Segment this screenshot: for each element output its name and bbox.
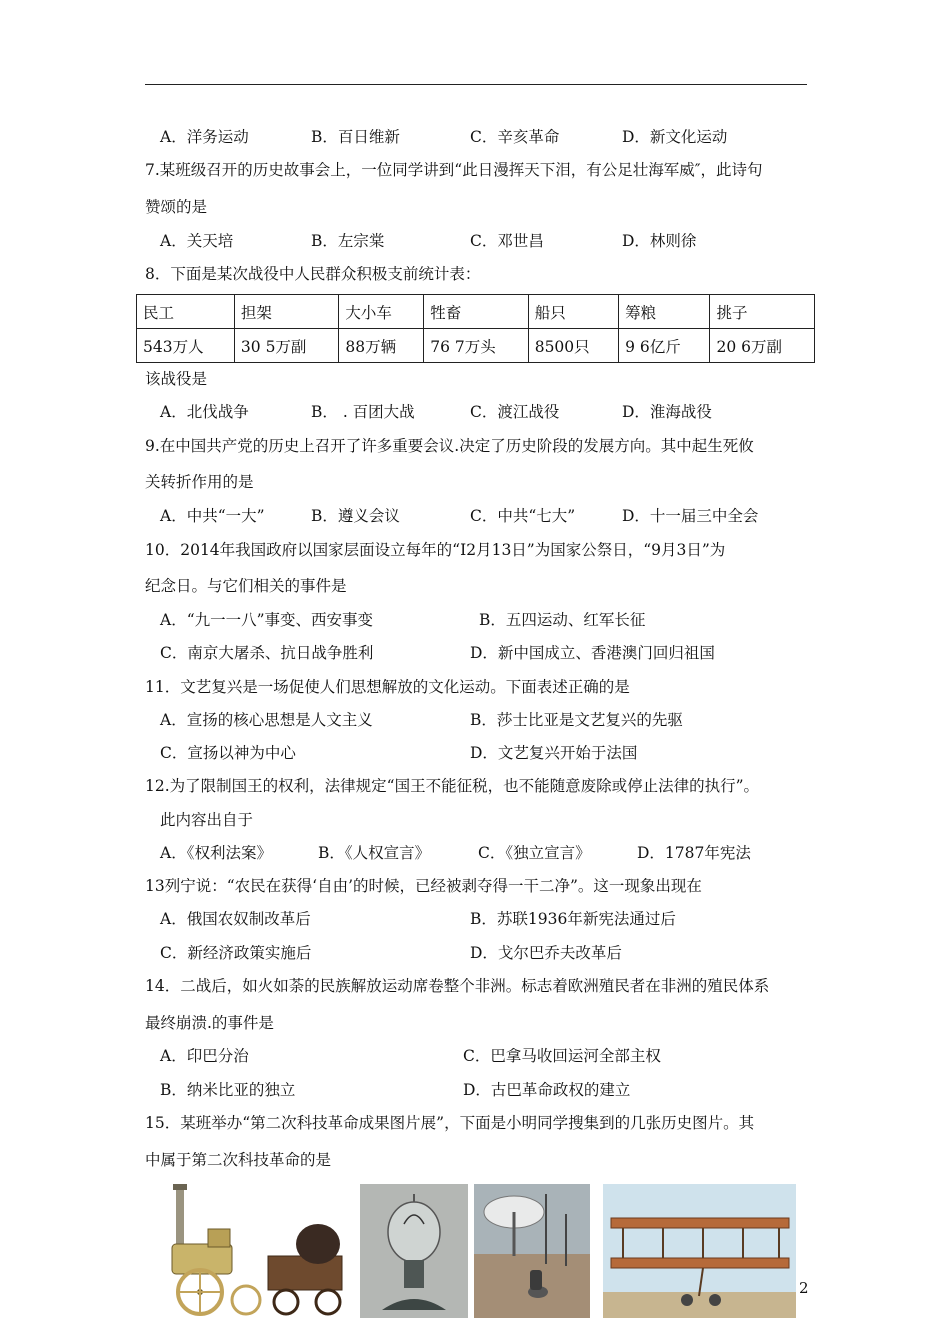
q8-stem-line1: 8．下面是某次战役中人民群众积极支前统计表： [145, 265, 481, 283]
table-header-cell: 民工 [137, 295, 235, 329]
q14-option-a: A．印巴分治 [160, 1047, 249, 1065]
table-value-cell: 20 6万副 [710, 329, 815, 363]
q12-option-c: C．《独立宣言》 [478, 844, 591, 862]
biplane-icon [603, 1184, 796, 1318]
q10-option-b: B．五四运动、红军长征 [479, 611, 646, 629]
q9-option-c: C．中共“七大” [470, 507, 576, 525]
table-value-cell: 543万人 [137, 329, 235, 363]
q11-stem-line1: 11．文艺复兴是一场促使人们思想解放的文化运动。下面表述正确的是 [145, 678, 630, 696]
q10-option-a: A．“九一一八”事变、西安事变 [160, 611, 374, 629]
light-bulb-icon [360, 1184, 468, 1318]
satellite-dish-icon [474, 1184, 590, 1318]
q7-option-b: B．左宗棠 [311, 232, 385, 250]
q7-stem-line1: 7.某班级召开的历史故事会上，一位同学讲到“此日漫挥天下泪，有公足壮海军威″，此诗句 [145, 161, 763, 179]
q10-option-c: C．南京大屠杀、抗日战争胜利 [160, 644, 374, 662]
q6-option-d: D．新文化运动 [622, 128, 728, 146]
q13-option-c: C．新经济政策实施后 [160, 944, 312, 962]
q6-option-a: A．洋务运动 [160, 128, 249, 146]
q14-option-c: C．巴拿马收回运河全部主权 [463, 1047, 661, 1065]
table-header-cell: 牲畜 [424, 295, 528, 329]
q11-option-a: A．宣扬的核心思想是人文主义 [160, 711, 373, 729]
q15-stem-line2: 中属于第二次科技革命的是 [145, 1151, 332, 1169]
q11-option-d: D．文艺复兴开始于法国 [470, 744, 638, 762]
q7-stem-line2: 赞颂的是 [145, 198, 208, 216]
steam-locomotive-icon [168, 1184, 353, 1318]
table-value-cell: 8500只 [528, 329, 618, 363]
table-value-row [137, 329, 815, 363]
q8-option-d: D．淮海战役 [622, 403, 712, 421]
table-header-cell: 船只 [528, 295, 618, 329]
q10-option-d: D．新中国成立、香港澳门回归祖国 [470, 644, 715, 662]
table-header-cell: 担架 [234, 295, 338, 329]
q9-option-a: A．中共“一大” [160, 507, 265, 525]
q9-stem-line1: 9.在中国共产党的历史上召开了许多重要会议.决定了历史阶段的发展方向。其中起生死攸 [145, 437, 754, 455]
q10-stem-line1: 10．2014年我国政府以国家层面设立每年的“I2月13日”为国家公祭日，“9月3日”为 [145, 541, 726, 559]
q15-stem-line1: 15．某班举办“第二次科技革命成果图片展”，下面是小明同学搜集到的几张历史图片。其 [145, 1114, 755, 1132]
q11-option-b: B．莎士比亚是文艺复兴的先驱 [470, 711, 683, 729]
table-value-cell: 9 6亿斤 [619, 329, 710, 363]
q8-option-b: B． . 百团大战 [311, 403, 415, 421]
q14-option-b: B．纳米比亚的独立 [160, 1081, 296, 1099]
table-header-cell: 大小车 [339, 295, 424, 329]
q14-option-d: D．古巴革命政权的建立 [463, 1081, 631, 1099]
q8-option-a: A．北伐战争 [160, 403, 249, 421]
q10-stem-line2: 纪念日。与它们相关的事件是 [145, 577, 347, 595]
q7-option-c: C．邓世昌 [470, 232, 544, 250]
q13-option-d: D．戈尔巴乔夫改革后 [470, 944, 622, 962]
q7-option-d: D．林则徐 [622, 232, 697, 250]
q9-option-b: B．遵义会议 [311, 507, 400, 525]
q12-stem-line2: 此内容出自于 [160, 811, 254, 829]
q12-option-b: B．《人权宣言》 [318, 844, 431, 862]
table-header-cell: 筹粮 [619, 295, 710, 329]
q13-option-b: B．苏联1936年新宪法通过后 [470, 910, 676, 928]
table-header-cell: 挑子 [710, 295, 815, 329]
q12-stem-line1: 12.为了限制国王的权利，法律规定“国王不能征税，也不能随意废除或停止法律的执行”。 [145, 777, 760, 795]
q12-option-a: A．《权利法案》 [160, 844, 272, 862]
q12-option-d: D．1787年宪法 [637, 844, 751, 862]
q6-option-b: B．百日维新 [311, 128, 400, 146]
q14-stem-line2: 最终崩溃.的事件是 [145, 1014, 274, 1032]
q8-stem-line2: 该战役是 [145, 370, 208, 388]
header-rule [145, 84, 807, 85]
q13-option-a: A．俄国农奴制改革后 [160, 910, 311, 928]
table-value-cell: 30 5万副 [234, 329, 338, 363]
q7-option-a: A．关天培 [160, 232, 234, 250]
q11-option-c: C．宣扬以神为中心 [160, 744, 296, 762]
q14-stem-line1: 14．二战后，如火如荼的民族解放运动席卷整个非洲。标志着欧洲殖民者在非洲的殖民体系 [145, 977, 770, 995]
q9-option-d: D．十一届三中全会 [622, 507, 759, 525]
page-number: 2 [799, 1279, 809, 1297]
table-header-row [137, 295, 815, 329]
q8-stats-table [136, 294, 815, 363]
table-value-cell: 76 7万头 [424, 329, 528, 363]
table-value-cell: 88万辆 [339, 329, 424, 363]
q13-stem-line1: 13列宁说：“农民在获得‘自由’的时候，已经被剥夺得一干二净”。这一现象出现在 [145, 877, 702, 895]
q8-option-c: C．渡江战役 [470, 403, 560, 421]
q6-option-c: C．辛亥革命 [470, 128, 560, 146]
q9-stem-line2: 关转折作用的是 [145, 473, 254, 491]
